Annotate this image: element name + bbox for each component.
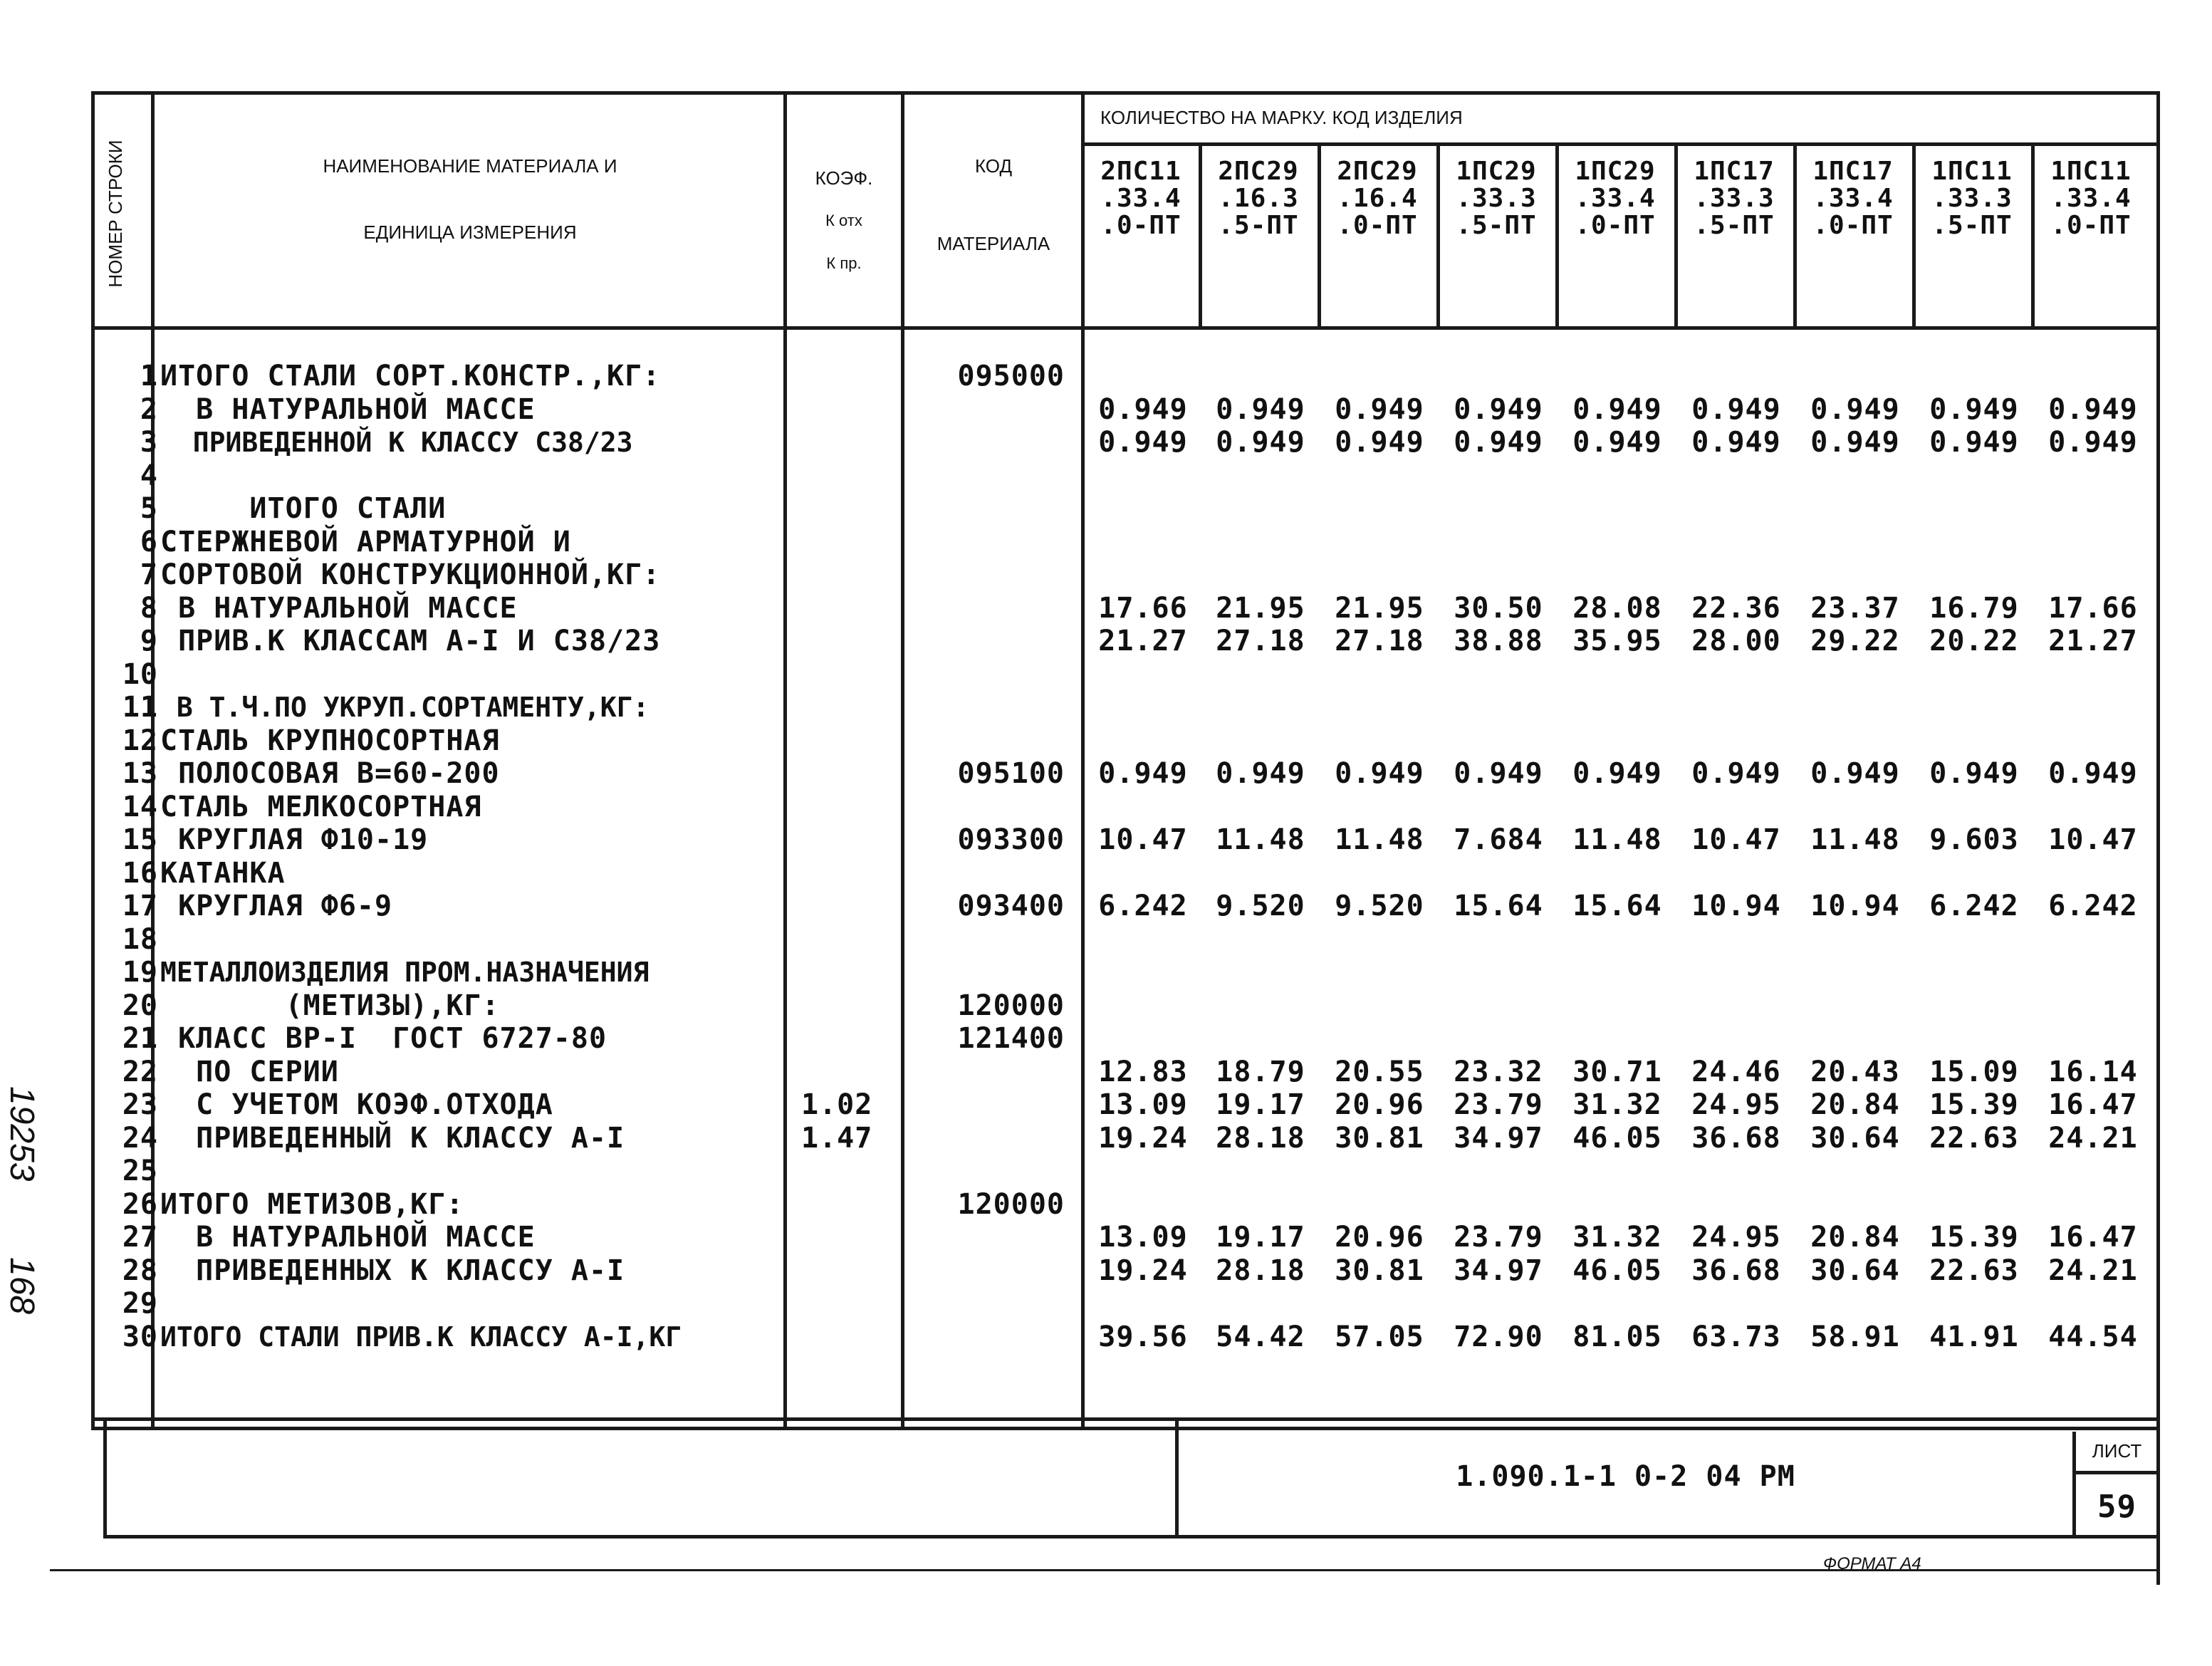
material-code: 120000 (957, 989, 1065, 1022)
material-name: ПРИВЕДЕННЫХ К КЛАССУ А-I (160, 1254, 625, 1287)
row-number: 10 (122, 657, 158, 691)
divider (91, 326, 2160, 330)
quantity-value: 0.949 (1098, 426, 1188, 459)
material-name: ПРИВЕДЕННЫЙ К КЛАССУ А-I (160, 1121, 625, 1155)
quantity-value: 10.47 (1691, 823, 1781, 856)
product-code-part: .33.4 (1575, 184, 1656, 213)
row-number: 5 (140, 492, 158, 525)
product-column-header (1439, 158, 1553, 239)
product-code-part: .33.4 (1100, 184, 1181, 213)
quantity-value: 0.949 (1454, 757, 1543, 790)
material-name: ПОЛОСОВАЯ В=60-200 (160, 757, 500, 790)
material-name: ПРИВЕДЕННОЙ К КЛАССУ С38/23 (160, 427, 633, 458)
row-number: 6 (140, 525, 158, 558)
quantity-value: 6.242 (1929, 890, 2019, 922)
row-number: 28 (122, 1254, 158, 1287)
quantity-value: 23.79 (1454, 1088, 1543, 1121)
quantity-value: 20.55 (1335, 1055, 1424, 1088)
quantity-value: 0.949 (1454, 392, 1543, 426)
quantity-value: 19.24 (1098, 1254, 1188, 1287)
margin-note-top: 19253 (3, 1086, 41, 1182)
quantity-value: 9.520 (1216, 890, 1305, 922)
material-name: СТАЛЬ МЕЛКОСОРТНАЯ (160, 790, 482, 823)
product-code-part: 1ПС29 (1456, 157, 1537, 186)
quantity-value: 0.949 (1810, 426, 1900, 459)
row-number: 19 (122, 956, 158, 989)
row-number: 21 (122, 1022, 158, 1055)
coef-header (791, 157, 897, 285)
material-code: 120000 (957, 1187, 1065, 1221)
quantity-value: 16.47 (2048, 1221, 2138, 1254)
material-name: МЕТАЛЛОИЗДЕЛИЯ ПРОМ.НАЗНАЧЕНИЯ (160, 957, 649, 988)
product-code-part: .0-ПТ (1812, 211, 1894, 240)
quantity-value: 0.949 (2048, 757, 2138, 790)
product-column-header (1677, 158, 1791, 239)
quantity-value: 24.46 (1691, 1055, 1781, 1088)
quantity-value: 15.39 (1929, 1088, 2019, 1121)
row-number: 14 (122, 790, 158, 823)
product-code-part: 1ПС29 (1575, 157, 1656, 186)
quantity-value: 11.48 (1216, 823, 1305, 856)
format-label: ФОРМАТ А4 (1823, 1554, 1921, 1573)
material-name: СТЕРЖНЕВОЙ АРМАТУРНОЙ И (160, 525, 571, 558)
quantity-value: 46.05 (1572, 1121, 1662, 1155)
quantity-value: 11.48 (1572, 823, 1662, 856)
row-number: 12 (122, 724, 158, 757)
row-number: 18 (122, 922, 158, 956)
divider (1175, 1417, 1179, 1539)
product-code-part: 2ПС11 (1100, 157, 1181, 186)
quantity-value: 6.242 (1098, 890, 1188, 922)
quantity-value: 44.54 (2048, 1320, 2138, 1353)
material-code-header (908, 155, 1079, 255)
material-name: В НАТУРАЛЬНОЙ МАССЕ (160, 591, 518, 625)
row-number: 16 (122, 856, 158, 890)
material-name: КРУГЛАЯ Ф10-19 (160, 823, 429, 856)
divider (2072, 1471, 2160, 1474)
divider (1081, 142, 2160, 146)
material-name: В НАТУРАЛЬНОЙ МАССЕ (160, 392, 536, 426)
quantity-value: 15.64 (1454, 890, 1543, 922)
quantity-value: 21.27 (1098, 625, 1188, 657)
quantity-value: 0.949 (2048, 392, 2138, 426)
product-code-part: .33.4 (1812, 184, 1894, 213)
quantity-value: 24.21 (2048, 1121, 2138, 1155)
quantity-value: 38.88 (1454, 625, 1543, 657)
quantity-value: 28.00 (1691, 625, 1781, 657)
margin-note-bottom: 168 (3, 1257, 41, 1315)
row-number: 13 (122, 757, 158, 790)
quantity-value: 41.91 (1929, 1320, 2019, 1353)
row-number: 9 (140, 625, 158, 657)
product-code-part: .5-ПТ (1931, 211, 2013, 240)
material-name: КЛАСС ВР-I ГОСТ 6727-80 (160, 1022, 607, 1055)
quantity-value: 0.949 (1454, 426, 1543, 459)
product-column-header (1320, 158, 1434, 239)
quantity-value: 0.949 (1572, 757, 1662, 790)
material-name: СТАЛЬ КРУПНОСОРТНАЯ (160, 724, 500, 757)
material-name: СОРТОВОЙ КОНСТРУКЦИОННОЙ,КГ: (160, 558, 661, 591)
divider (783, 91, 787, 1430)
quantity-value: 0.949 (1572, 426, 1662, 459)
material-code: 095000 (957, 360, 1065, 392)
quantity-header: КОЛИЧЕСТВО НА МАРКУ. КОД ИЗДЕЛИЯ (1100, 107, 1463, 128)
quantity-value: 63.73 (1691, 1320, 1781, 1353)
material-name: ИТОГО СТАЛИ (160, 492, 447, 525)
row-number: 3 (140, 426, 158, 459)
quantity-value: 0.949 (1335, 757, 1424, 790)
quantity-value: 16.79 (1929, 591, 2019, 625)
material-code: 093400 (957, 890, 1065, 922)
material-code-header-line1: КОД (974, 155, 1013, 177)
product-code-part: .5-ПТ (1218, 211, 1299, 240)
quantity-value: 18.79 (1216, 1055, 1305, 1088)
quantity-value: 0.949 (1216, 392, 1305, 426)
quantity-value: 23.79 (1454, 1221, 1543, 1254)
quantity-value: 31.32 (1572, 1088, 1662, 1121)
material-name: В Т.Ч.ПО УКРУП.СОРТАМЕНТУ,КГ: (160, 692, 649, 723)
quantity-value: 0.949 (1691, 392, 1781, 426)
quantity-value: 19.17 (1216, 1221, 1305, 1254)
quantity-value: 20.43 (1810, 1055, 1900, 1088)
product-code-part: .16.4 (1337, 184, 1418, 213)
quantity-value: 13.09 (1098, 1088, 1188, 1121)
quantity-value: 20.96 (1335, 1221, 1424, 1254)
product-code-part: .33.4 (2050, 184, 2132, 213)
product-code-part: 2ПС29 (1218, 157, 1299, 186)
quantity-value: 21.95 (1335, 591, 1424, 625)
quantity-value: 7.684 (1454, 823, 1543, 856)
quantity-value: 39.56 (1098, 1320, 1188, 1353)
quantity-value: 36.68 (1691, 1254, 1781, 1287)
row-number: 4 (140, 459, 158, 492)
quantity-value: 22.36 (1691, 591, 1781, 625)
quantity-value: 0.949 (1335, 426, 1424, 459)
quantity-value: 34.97 (1454, 1121, 1543, 1155)
row-number: 2 (140, 392, 158, 426)
quantity-value: 0.949 (1691, 426, 1781, 459)
quantity-value: 0.949 (1810, 392, 1900, 426)
quantity-value: 57.05 (1335, 1320, 1424, 1353)
product-code-part: 2ПС29 (1337, 157, 1418, 186)
product-code-part: .0-ПТ (2050, 211, 2132, 240)
material-name-header (164, 155, 776, 244)
quantity-value: 0.949 (1810, 757, 1900, 790)
quantity-value: 0.949 (1929, 392, 2019, 426)
product-code-part: 1ПС17 (1694, 157, 1775, 186)
quantity-value: 10.94 (1810, 890, 1900, 922)
row-number: 24 (122, 1121, 158, 1155)
quantity-value: 0.949 (1335, 392, 1424, 426)
quantity-value: 16.47 (2048, 1088, 2138, 1121)
row-number: 27 (122, 1221, 158, 1254)
product-column-header (1915, 158, 2029, 239)
quantity-value: 15.64 (1572, 890, 1662, 922)
product-column-header (1796, 158, 1910, 239)
quantity-value: 11.48 (1810, 823, 1900, 856)
quantity-value: 0.949 (1691, 757, 1781, 790)
divider (901, 91, 904, 1430)
divider (1081, 91, 1085, 1430)
quantity-value: 20.84 (1810, 1088, 1900, 1121)
product-column-header (1558, 158, 1672, 239)
product-column-header (1084, 158, 1198, 239)
coefficient: 1.02 (801, 1088, 873, 1121)
product-code-part: .33.3 (1456, 184, 1537, 213)
quantity-value: 16.14 (2048, 1055, 2138, 1088)
document-code: 1.090.1-1 0-2 04 РМ (1456, 1460, 1795, 1493)
quantity-value: 34.97 (1454, 1254, 1543, 1287)
quantity-value: 30.81 (1335, 1121, 1424, 1155)
quantity-value: 19.17 (1216, 1088, 1305, 1121)
quantity-value: 11.48 (1335, 823, 1424, 856)
quantity-value: 35.95 (1572, 625, 1662, 657)
material-name-header-line2: ЕДИНИЦА ИЗМЕРЕНИЯ (363, 222, 577, 244)
quantity-value: 21.27 (2048, 625, 2138, 657)
quantity-value: 0.949 (1929, 757, 2019, 790)
quantity-value: 27.18 (1216, 625, 1305, 657)
material-name: С УЧЕТОМ КОЭФ.ОТХОДА (160, 1088, 553, 1121)
material-name: КРУГЛАЯ Ф6-9 (160, 890, 393, 922)
quantity-value: 23.32 (1454, 1055, 1543, 1088)
quantity-value: 6.242 (2048, 890, 2138, 922)
quantity-value: 30.50 (1454, 591, 1543, 625)
coefficient: 1.47 (801, 1121, 873, 1155)
quantity-value: 10.94 (1691, 890, 1781, 922)
quantity-value: 15.09 (1929, 1055, 2019, 1088)
quantity-value: 0.949 (2048, 426, 2138, 459)
quantity-value: 12.83 (1098, 1055, 1188, 1088)
quantity-value: 17.66 (2048, 591, 2138, 625)
coef-header-line2: К отх (825, 212, 862, 229)
product-code-part: 1ПС17 (1812, 157, 1894, 186)
quantity-value: 36.68 (1691, 1121, 1781, 1155)
quantity-value: 30.64 (1810, 1121, 1900, 1155)
row-number: 30 (122, 1320, 158, 1353)
product-code-part: .16.3 (1218, 184, 1299, 213)
quantity-value: 24.95 (1691, 1088, 1781, 1121)
quantity-value: 27.18 (1335, 625, 1424, 657)
quantity-value: 10.47 (2048, 823, 2138, 856)
quantity-value: 31.32 (1572, 1221, 1662, 1254)
material-name: В НАТУРАЛЬНОЙ МАССЕ (160, 1221, 536, 1254)
product-code-part: .33.3 (1931, 184, 2013, 213)
quantity-value: 9.520 (1335, 890, 1424, 922)
material-name: КАТАНКА (160, 856, 286, 890)
row-number: 23 (122, 1088, 158, 1121)
product-code-part: .0-ПТ (1575, 211, 1656, 240)
quantity-value: 29.22 (1810, 625, 1900, 657)
row-number: 17 (122, 890, 158, 922)
row-number: 29 (122, 1287, 158, 1320)
product-code-part: .5-ПТ (1694, 211, 1775, 240)
product-code-part: 1ПС11 (2050, 157, 2132, 186)
coef-header-line3: К пр. (826, 254, 862, 272)
quantity-value: 20.96 (1335, 1088, 1424, 1121)
quantity-value: 20.22 (1929, 625, 2019, 657)
quantity-value: 30.81 (1335, 1254, 1424, 1287)
quantity-value: 22.63 (1929, 1121, 2019, 1155)
quantity-value: 28.18 (1216, 1121, 1305, 1155)
quantity-value: 54.42 (1216, 1320, 1305, 1353)
product-code-part: 1ПС11 (1931, 157, 2013, 186)
row-number: 25 (122, 1155, 158, 1187)
row-number: 11 (122, 691, 158, 724)
row-number: 7 (140, 558, 158, 591)
quantity-value: 23.37 (1810, 591, 1900, 625)
material-name-header-line1: НАИМЕНОВАНИЕ МАТЕРИАЛА И (323, 155, 617, 177)
quantity-value: 58.91 (1810, 1320, 1900, 1353)
material-name: ПРИВ.К КЛАССАМ А-I И С38/23 (160, 625, 661, 657)
sheet-number: 59 (2097, 1489, 2137, 1525)
quantity-value: 0.949 (1572, 392, 1662, 426)
quantity-value: 0.949 (1098, 392, 1188, 426)
quantity-value: 0.949 (1098, 757, 1188, 790)
coef-header-line1: КОЭФ. (815, 167, 873, 189)
row-number: 1 (140, 360, 158, 392)
row-number: 15 (122, 823, 158, 856)
material-name: ИТОГО СТАЛИ СОРТ.КОНСТР.,КГ: (160, 360, 661, 392)
material-code: 093300 (957, 823, 1065, 856)
quantity-value: 10.47 (1098, 823, 1188, 856)
row-number: 20 (122, 989, 158, 1022)
quantity-value: 46.05 (1572, 1254, 1662, 1287)
quantity-value: 9.603 (1929, 823, 2019, 856)
product-column-header (1201, 158, 1315, 239)
product-code-part: .0-ПТ (1337, 211, 1418, 240)
row-number: 22 (122, 1055, 158, 1088)
product-column-header (2034, 158, 2148, 239)
product-code-part: .0-ПТ (1100, 211, 1181, 240)
quantity-value: 24.21 (2048, 1254, 2138, 1287)
quantity-value: 24.95 (1691, 1221, 1781, 1254)
quantity-value: 0.949 (1216, 757, 1305, 790)
quantity-value: 20.84 (1810, 1221, 1900, 1254)
material-name: (МЕТИЗЫ),КГ: (160, 989, 500, 1022)
quantity-value: 30.71 (1572, 1055, 1662, 1088)
material-code: 095100 (957, 757, 1065, 790)
quantity-value: 17.66 (1098, 591, 1188, 625)
quantity-value: 81.05 (1572, 1320, 1662, 1353)
product-code-part: .5-ПТ (1456, 211, 1537, 240)
material-name: ИТОГО МЕТИЗОВ,КГ: (160, 1187, 464, 1221)
quantity-value: 30.64 (1810, 1254, 1900, 1287)
quantity-value: 28.08 (1572, 591, 1662, 625)
material-name: ПО СЕРИИ (160, 1055, 339, 1088)
quantity-value: 22.63 (1929, 1254, 2019, 1287)
row-number-header: НОМЕР СТРОКИ (105, 140, 126, 288)
row-number: 26 (122, 1187, 158, 1221)
quantity-value: 72.90 (1454, 1320, 1543, 1353)
divider (2156, 1539, 2160, 1585)
quantity-value: 19.24 (1098, 1121, 1188, 1155)
quantity-value: 13.09 (1098, 1221, 1188, 1254)
material-code: 121400 (957, 1022, 1065, 1055)
quantity-value: 0.949 (1216, 426, 1305, 459)
quantity-value: 15.39 (1929, 1221, 2019, 1254)
quantity-value: 21.95 (1216, 591, 1305, 625)
material-name: ИТОГО СТАЛИ ПРИВ.К КЛАССУ А-I,КГ (160, 1321, 682, 1353)
material-code-header-line2: МАТЕРИАЛА (937, 233, 1050, 255)
sheet-label: ЛИСТ (2092, 1440, 2142, 1462)
row-number: 8 (140, 591, 158, 625)
quantity-value: 28.18 (1216, 1254, 1305, 1287)
product-code-part: .33.3 (1694, 184, 1775, 213)
quantity-value: 0.949 (1929, 426, 2019, 459)
